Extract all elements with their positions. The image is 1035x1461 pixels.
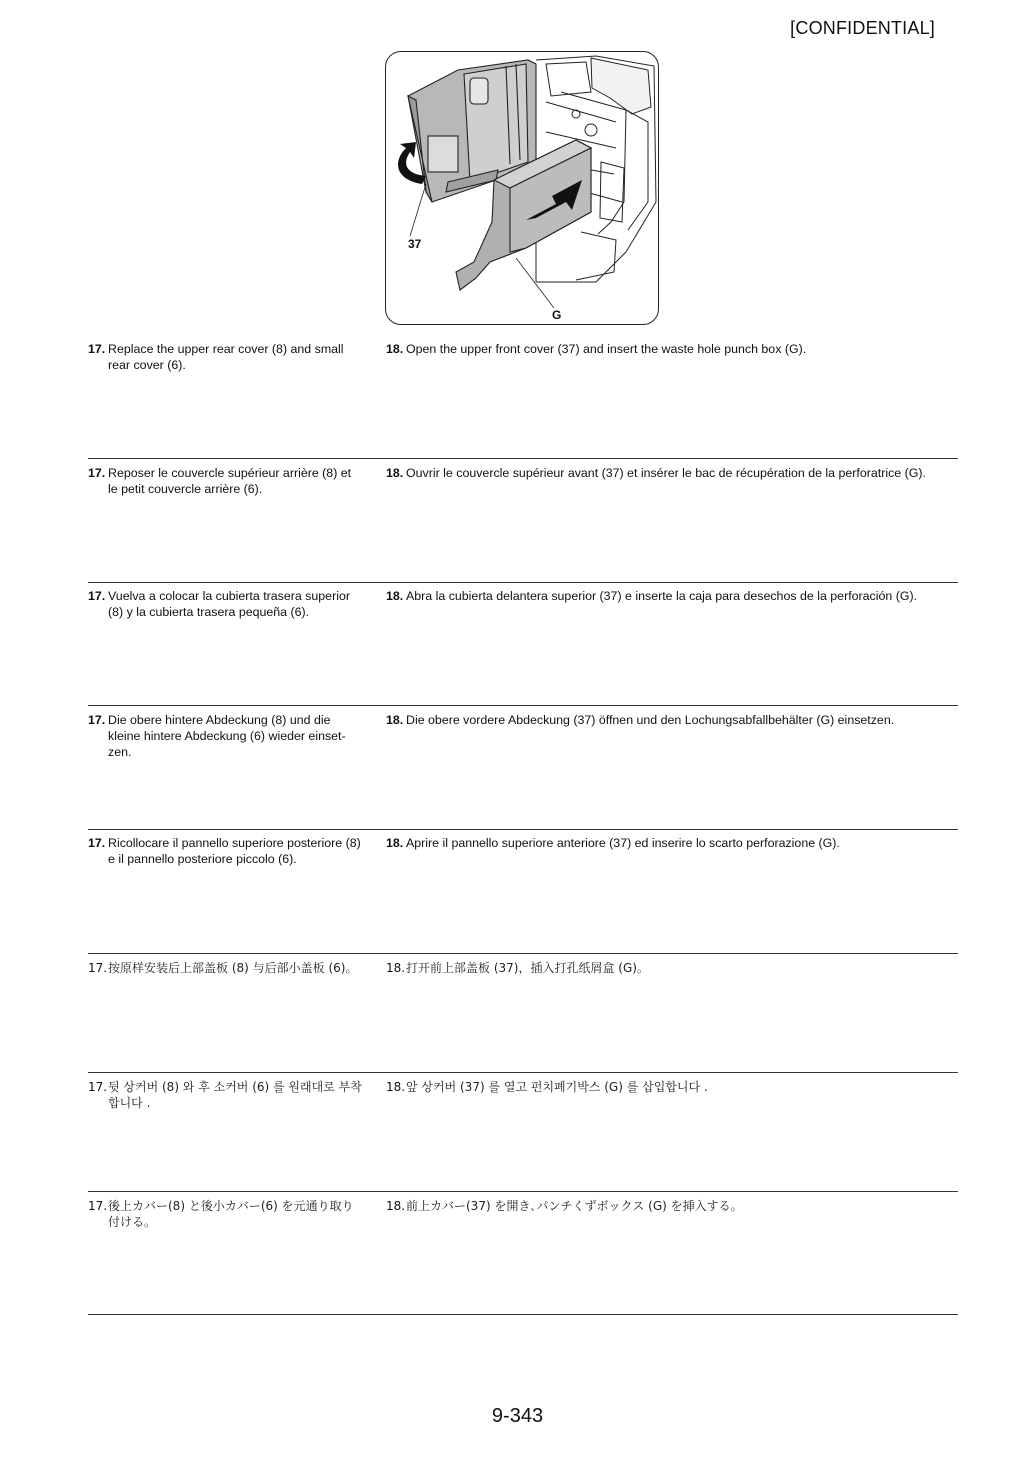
step-text: Aprire il pannello superiore anteriore (37) ed inserire lo scarto perforazione (G). [406, 836, 840, 850]
section-divider [88, 705, 958, 706]
step-text: 按原样安装后上部盖板 (8) 与后部小盖板 (6)。 [108, 961, 358, 975]
step-number: 18. [386, 342, 404, 356]
step-17 [88, 1079, 363, 1111]
section-divider [88, 829, 958, 830]
step-17 [88, 712, 363, 760]
step-number: 17. [88, 1199, 108, 1213]
step-number: 17. [88, 713, 106, 727]
callout-37: 37 [408, 237, 422, 251]
step-number: 18. [386, 836, 404, 850]
step-text: Ricollocare il pannello superiore posteriore (8) e il pannello posteriore piccolo (6). [108, 836, 361, 866]
step-17 [88, 588, 363, 620]
step-text: Vuelva a colocar la cubierta trasera superior (8) y la cubierta trasera pequeña (6). [108, 589, 350, 619]
step-text: Reposer le couvercle supérieur arrière (8) et le petit couvercle arrière (6). [108, 466, 352, 496]
step-text: Open the upper front cover (37) and insert the waste hole punch box (G). [406, 342, 807, 356]
step-text: Die obere hintere Abdeckung (8) und die kleine hintere Abdeckung (6) wieder einset-zen. [108, 713, 346, 759]
step-number: 17. [88, 466, 106, 480]
step-17 [88, 960, 363, 976]
section-divider [88, 582, 958, 583]
step-number: 17. [88, 589, 106, 603]
step-18 [386, 465, 958, 481]
section-divider [88, 1191, 958, 1192]
step-number: 18. [386, 713, 404, 727]
step-number: 18. [386, 1199, 406, 1213]
step-text: 뒷 상커버 (8) 와 후 소커버 (6) 를 원래대로 부착합니다 . [108, 1080, 362, 1110]
step-text: 打开前上部盖板 (37)，插入打孔纸屑盒 (G)。 [406, 961, 649, 975]
step-18 [386, 341, 958, 357]
section-divider [88, 458, 958, 459]
step-18 [386, 712, 958, 728]
step-text: Abra la cubierta delantera superior (37) e inserte la caja para desechos de la perforación (G). [406, 589, 918, 603]
section-divider [88, 953, 958, 954]
section-divider [88, 1072, 958, 1073]
callout-g: G [552, 308, 562, 322]
step-number: 18. [386, 589, 404, 603]
step-number: 18. [386, 1080, 406, 1094]
step-17 [88, 835, 363, 867]
step-18 [386, 835, 958, 851]
finisher-drawing [386, 52, 659, 325]
step-17 [88, 465, 363, 497]
step-18 [386, 1079, 958, 1095]
step-number: 17. [88, 342, 106, 356]
step-text: Ouvrir le couvercle supérieur avant (37) et insérer le bac de récupération de la perforatrice (G). [406, 466, 926, 480]
step-17 [88, 341, 363, 373]
step-number: 17. [88, 1080, 108, 1094]
confidential-header: [CONFIDENTIAL] [790, 18, 935, 38]
step-text: 後上カバー(8) と後小カバー(6) を元通り取り付ける。 [108, 1199, 354, 1229]
step-18 [386, 588, 958, 604]
page-number: 9-343 [491, 1405, 544, 1427]
step-number: 17. [88, 961, 108, 975]
step-text: Replace the upper rear cover (8) and small rear cover (6). [108, 342, 344, 372]
finisher-illustration [385, 51, 659, 325]
step-18 [386, 1198, 958, 1214]
step-number: 18. [386, 466, 404, 480]
step-text: Die obere vordere Abdeckung (37) öffnen und den Lochungsabfallbehälter (G) einsetzen. [406, 713, 895, 727]
step-number: 17. [88, 836, 106, 850]
step-text: 앞 상커버 (37) 를 열고 펀치폐기박스 (G) 를 삽입합니다 . [406, 1080, 708, 1094]
step-18 [386, 960, 958, 976]
step-number: 18. [386, 961, 406, 975]
step-text: 前上カバー(37) を開き､パンチくずボックス (G) を挿入する。 [406, 1199, 743, 1213]
section-divider [88, 1314, 958, 1315]
step-17 [88, 1198, 363, 1230]
